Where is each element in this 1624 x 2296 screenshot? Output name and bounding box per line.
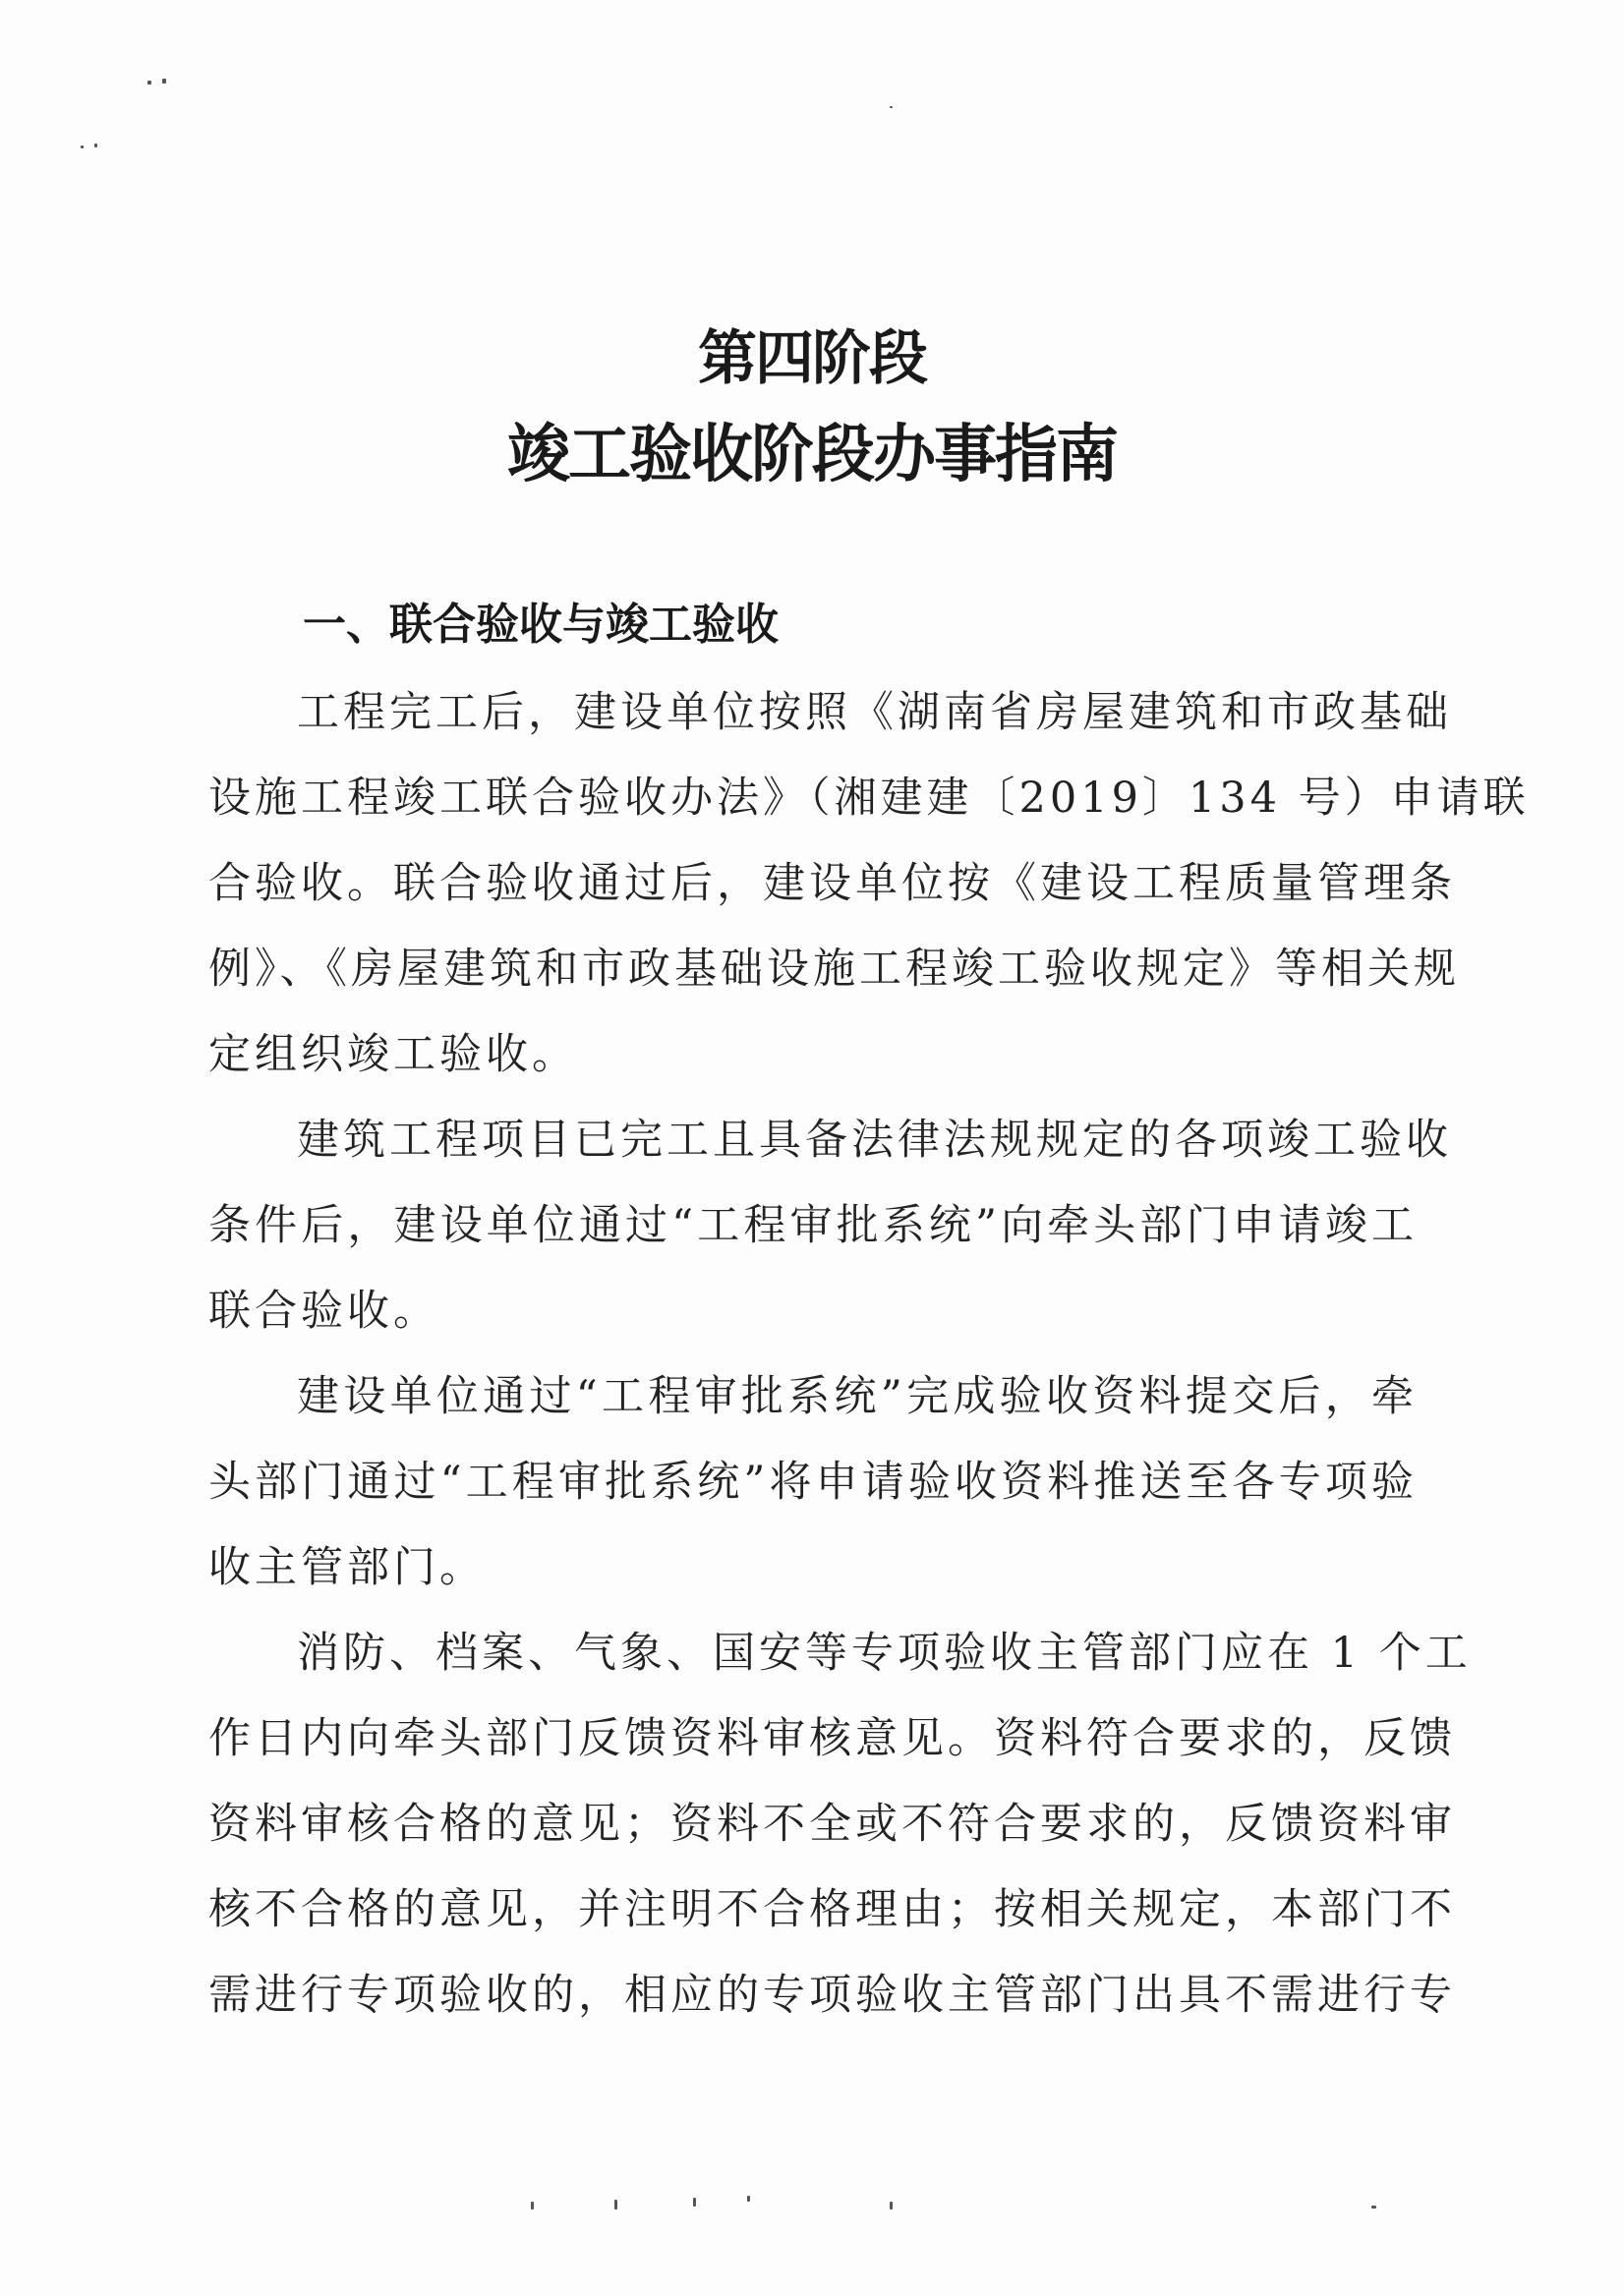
paragraph-line: 作日内向牵头部门反馈资料审核意见。资料符合要求的，反馈 [208, 1714, 1456, 1763]
document-title-line2: 竣工验收阶段办事指南 [507, 419, 1117, 491]
paragraph-line: 核不合格的意见，并注明不合格理由；按相关规定，本部门不 [208, 1885, 1456, 1934]
scan-speck [890, 2202, 893, 2210]
paragraph-line: 需进行专项验收的，相应的专项验收主管部门出具不需进行专 [208, 1971, 1456, 2020]
section-heading: 一、联合验收与竣工验收 [303, 600, 779, 650]
paragraph-line: 收主管部门。 [208, 1543, 486, 1592]
scan-speck [94, 144, 97, 147]
paragraph-line: 工程完工后，建设单位按照《湖南省房屋建筑和市政基础 [297, 688, 1452, 737]
paragraph-line: 头部门通过“工程审批系统”将申请验收资料推送至各专项验 [208, 1458, 1418, 1507]
paragraph-line: 定组织竣工验收。 [208, 1030, 578, 1079]
paragraph-line: 建筑工程项目已完工且具备法律法规规定的各项竣工验收 [297, 1116, 1452, 1165]
paragraph-line: 资料审核合格的意见；资料不全或不符合要求的，反馈资料审 [208, 1800, 1456, 1849]
paragraph-line: 建设单位通过“工程审批系统”完成验收资料提交后，牵 [297, 1372, 1418, 1421]
scan-speck [747, 2196, 750, 2202]
paragraph-line: 例》、《房屋建筑和市政基础设施工程竣工验收规定》等相关规 [208, 945, 1460, 994]
scan-speck [614, 2200, 617, 2210]
scan-speck [1371, 2206, 1376, 2209]
scan-speck [147, 81, 151, 85]
scan-speck [162, 79, 166, 84]
paragraph-line: 消防、档案、气象、国安等专项验收主管部门应在 1 个工 [297, 1629, 1472, 1678]
paragraph-line: 联合验收。 [208, 1287, 439, 1336]
paragraph-line: 条件后，建设单位通过“工程审批系统”向牵头部门申请竣工 [208, 1201, 1418, 1250]
document-title-line1: 第四阶段 [698, 324, 926, 393]
scan-speck [693, 2198, 696, 2207]
paragraph-line: 设施工程竣工联合验收办法》（湘建建〔2019〕134 号）申请联 [208, 774, 1530, 823]
scan-speck [81, 145, 84, 148]
scan-speck [890, 106, 893, 108]
scan-speck [531, 2202, 534, 2210]
paragraph-line: 合验收。联合验收通过后，建设单位按《建设工程质量管理条 [208, 859, 1456, 908]
